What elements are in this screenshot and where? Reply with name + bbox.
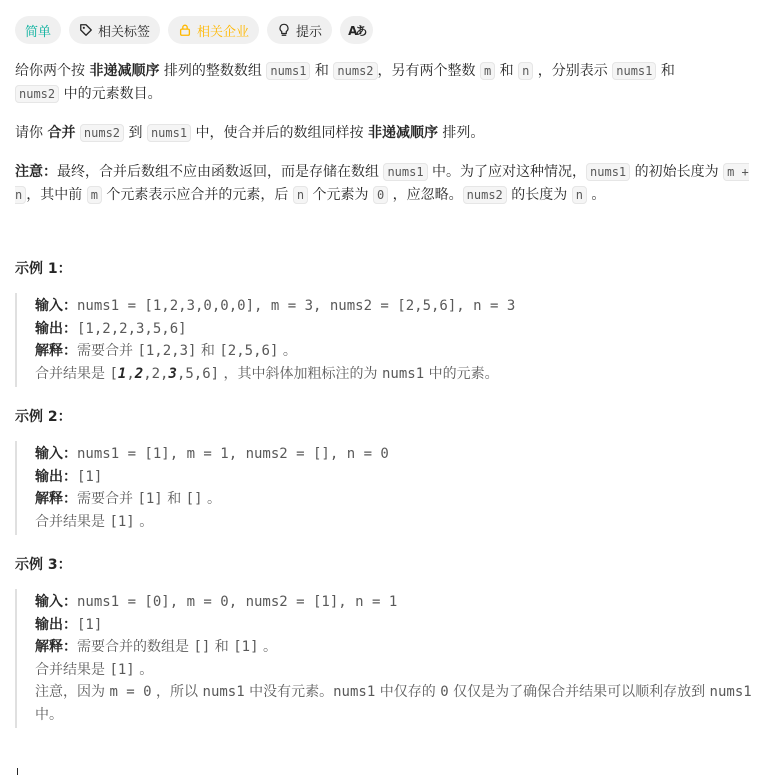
inline-code: n <box>572 186 587 204</box>
text: 中没有元素。 <box>244 684 334 700</box>
highlighted-value: 1 <box>117 365 127 382</box>
inline-code: nums2 <box>463 186 507 204</box>
text: 中。 <box>35 706 63 723</box>
code-text: 0 <box>440 684 449 700</box>
text: 合并结果是 <box>35 365 110 382</box>
hint-button[interactable] <box>267 16 332 44</box>
example-result-line <box>35 659 765 682</box>
related-companies-label: 相关企业 <box>197 24 250 40</box>
text: 和 <box>196 343 220 359</box>
example-explain-line <box>35 340 765 363</box>
output-value: [1] <box>77 616 103 633</box>
inline-code: nums1 <box>586 163 630 181</box>
text: 中。为了应对这种情况， <box>427 164 587 180</box>
inline-code: 0 <box>373 186 388 204</box>
text: ，应忽略。 <box>388 187 463 203</box>
example-explain-line <box>35 636 765 659</box>
explain-label: 解释： <box>35 491 77 507</box>
inline-code: nums1 <box>383 163 427 181</box>
example-2-title: 示例 2： <box>15 409 72 425</box>
code-text: [1] <box>137 491 163 507</box>
example-output-line <box>35 466 765 489</box>
tag-icon <box>79 23 93 37</box>
text: 和 <box>310 63 334 79</box>
inline-code: nums2 <box>333 62 377 80</box>
text: 。 <box>258 639 277 655</box>
output-label: 输出： <box>35 320 77 337</box>
code-text: [ <box>109 365 118 382</box>
output-value: [1,2,2,3,5,6] <box>77 320 187 337</box>
translate-button[interactable] <box>340 16 373 44</box>
example-input-line <box>35 443 765 466</box>
bold-text: 非递减顺序 <box>89 63 160 79</box>
text: 最终，合并后数组不应由函数返回，而是存储在数组 <box>57 164 384 180</box>
text: 排列的整数数组 <box>159 63 267 79</box>
text: 的初始长度为 <box>630 164 724 180</box>
text: 合并结果是 <box>35 513 110 530</box>
text: 个元素为 <box>308 187 373 203</box>
text: ，分别表示 <box>533 63 613 79</box>
example-3-title: 示例 3： <box>15 557 72 573</box>
description-paragraph-1 <box>15 60 765 106</box>
code-text: [] <box>193 639 211 655</box>
input-value: nums1 = [0], m = 0, nums2 = [1], n = 1 <box>77 594 398 610</box>
input-value: nums1 = [1,2,3,0,0,0], m = 3, nums2 = [2,5,6], n = 3 <box>77 298 516 314</box>
text: 的长度为 <box>506 187 572 203</box>
example-result-line <box>35 363 765 386</box>
code-text: [1] <box>109 661 135 678</box>
text: 需要合并的数组是 <box>77 639 194 655</box>
text: 需要合并 <box>77 343 138 359</box>
text: ，其中斜体加粗标注的为 <box>219 365 382 382</box>
text-cursor <box>17 768 18 775</box>
text: ，另有两个整数 <box>377 63 480 79</box>
text: 和 <box>495 63 519 79</box>
text: 。 <box>134 661 154 678</box>
hint-label: 提示 <box>296 24 323 40</box>
inline-code: n <box>293 186 308 204</box>
explain-label: 解释： <box>35 343 77 359</box>
code-text: [1] <box>109 513 135 530</box>
related-companies-button[interactable] <box>168 16 259 44</box>
text: 。 <box>586 187 606 203</box>
text: 。 <box>202 491 221 507</box>
text: 注意，因为 <box>35 684 110 700</box>
inline-code: nums2 <box>80 124 124 142</box>
code-text: [1,2,3] <box>137 343 197 359</box>
example-output-line <box>35 614 765 637</box>
example-1-title: 示例 1： <box>15 261 72 277</box>
code-text: , <box>126 365 135 382</box>
inline-code: nums1 <box>266 62 310 80</box>
text: ，所以 <box>151 684 203 700</box>
text: 请你 <box>15 125 48 141</box>
text: 给你两个按 <box>15 63 90 79</box>
text: 中的元素数目。 <box>59 86 162 102</box>
lightbulb-icon <box>277 23 291 37</box>
code-text: ,5,6] <box>176 365 220 382</box>
text: 和 <box>656 63 675 79</box>
text: 。 <box>278 343 297 359</box>
bold-text: 合并 <box>47 125 76 141</box>
code-text: [1] <box>233 639 259 655</box>
bold-text: 注意： <box>15 164 57 180</box>
example-1-block <box>15 293 765 387</box>
bold-text: 非递减顺序 <box>367 125 438 141</box>
example-note-line <box>35 681 765 726</box>
example-output-line <box>35 318 765 341</box>
output-label: 输出： <box>35 616 77 633</box>
text: 。 <box>134 513 154 530</box>
inline-code: m + n <box>15 165 749 202</box>
text: 和 <box>210 639 234 655</box>
code-text: ,2, <box>143 365 169 382</box>
text: 中的元素。 <box>424 365 499 382</box>
code-text: nums1 <box>333 684 376 700</box>
text: 中，使合并后的数组同样按 <box>191 125 368 141</box>
explain-label: 解释： <box>35 639 77 655</box>
description-paragraph-3 <box>15 161 765 207</box>
input-label: 输入： <box>35 298 77 314</box>
highlighted-value: 3 <box>168 365 177 382</box>
output-label: 输出： <box>35 468 77 485</box>
output-value: [1] <box>77 468 103 485</box>
input-label: 输入： <box>35 594 77 610</box>
related-tags-label: 相关标签 <box>98 24 151 40</box>
code-text: [] <box>185 491 203 507</box>
description-paragraph-2 <box>15 122 765 145</box>
inline-code: nums1 <box>147 124 191 142</box>
inline-code: nums1 <box>612 62 656 80</box>
difficulty-label: 简单 <box>25 24 52 40</box>
text: 需要合并 <box>77 491 138 507</box>
inline-code: nums2 <box>15 85 59 103</box>
example-input-line <box>35 295 765 318</box>
tag-bar <box>15 16 765 44</box>
text: ，其中前 <box>26 187 87 203</box>
inline-code: n <box>518 62 533 80</box>
difficulty-badge[interactable] <box>15 16 61 44</box>
highlighted-value: 2 <box>134 365 144 382</box>
example-result-line <box>35 511 765 534</box>
code-text: nums1 <box>709 684 752 700</box>
code-text: [2,5,6] <box>219 343 279 359</box>
translate-icon: Aあ <box>348 23 366 38</box>
code-text: nums1 <box>202 684 245 700</box>
example-3-block <box>15 589 765 728</box>
inline-code: m <box>87 186 102 204</box>
code-text: m = 0 <box>109 684 152 700</box>
example-input-line <box>35 591 765 614</box>
text: 和 <box>162 491 186 507</box>
text: 个元素表示应合并的元素，后 <box>101 187 293 203</box>
code-text: nums1 <box>382 365 425 382</box>
example-2-block <box>15 441 765 535</box>
text: 中仅存的 <box>375 684 441 700</box>
related-tags-button[interactable] <box>69 16 160 44</box>
text: 仅仅是为了确保合并结果可以顺利存放到 <box>448 684 710 700</box>
example-explain-line <box>35 488 765 511</box>
text: 合并结果是 <box>35 661 110 678</box>
inline-code: m <box>480 62 495 80</box>
lock-icon <box>178 23 192 37</box>
input-label: 输入： <box>35 446 77 462</box>
text: 排列。 <box>437 125 485 141</box>
text: 到 <box>124 125 147 141</box>
input-value: nums1 = [1], m = 1, nums2 = [], n = 0 <box>77 446 389 462</box>
